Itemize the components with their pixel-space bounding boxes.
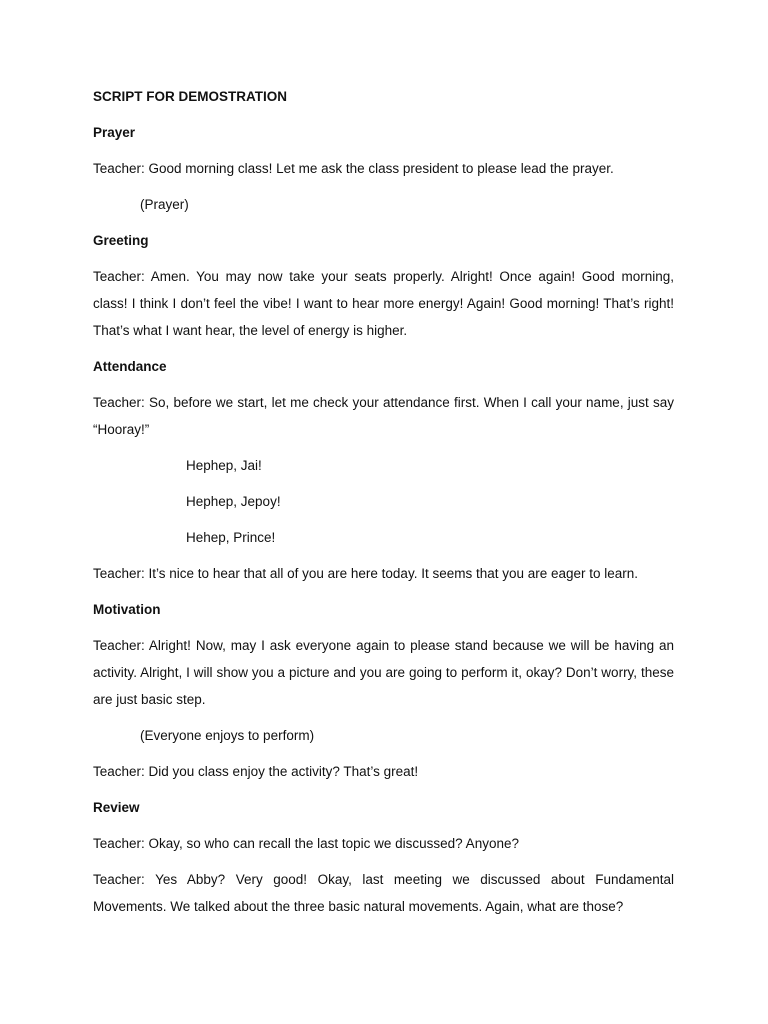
attendance-name: Hephep, Jai! (186, 458, 262, 473)
review-teacher-line: Teacher: Okay, so who can recall the last topic we discussed? Anyone? (93, 836, 519, 851)
prayer-stage-direction: (Prayer) (140, 197, 189, 212)
heading-motivation: Motivation (93, 602, 161, 617)
attendance-name: Hephep, Jepoy! (186, 494, 281, 509)
motivation-closing-line: Teacher: Did you class enjoy the activity? That’s great! (93, 764, 419, 779)
heading-review: Review (93, 800, 140, 815)
prayer-teacher-line: Teacher: Good morning class! Let me ask the class president to please lead the prayer. (93, 161, 614, 176)
attendance-name: Hehep, Prince! (186, 530, 276, 545)
review-teacher-line-2: Teacher: Yes Abby? Very good! Okay, last meeting we discussed about Fundamental Movements. We talked about the three basic natural movements. Again, what are those? (93, 872, 674, 914)
motivation-stage-direction: (Everyone enjoys to perform) (140, 728, 315, 743)
attendance-teacher-line: Teacher: So, before we start, let me check your attendance first. When I call your name, just say “Hooray!” (93, 395, 674, 437)
document-body (93, 83, 674, 929)
document-title: SCRIPT FOR DEMOSTRATION (93, 89, 287, 104)
motivation-teacher-line: Teacher: Alright! Now, may I ask everyone again to please stand because we will be having an activity. Alright, I will show you a picture and you are going to perform it, okay? Don’t worry, these are just basic step. (93, 638, 674, 707)
heading-prayer: Prayer (93, 125, 136, 140)
greeting-teacher-line: Teacher: Amen. You may now take your seats properly. Alright! Once again! Good morning, class! I think I don’t feel the vibe! I want to hear more energy! Again! Good morning! That’s right! That’s what I want hear, the level of energy is higher. (93, 269, 674, 338)
attendance-closing-line: Teacher: It’s nice to hear that all of you are here today. It seems that you are eager to learn. (93, 566, 639, 581)
heading-greeting: Greeting (93, 233, 149, 248)
heading-attendance: Attendance (93, 359, 167, 374)
